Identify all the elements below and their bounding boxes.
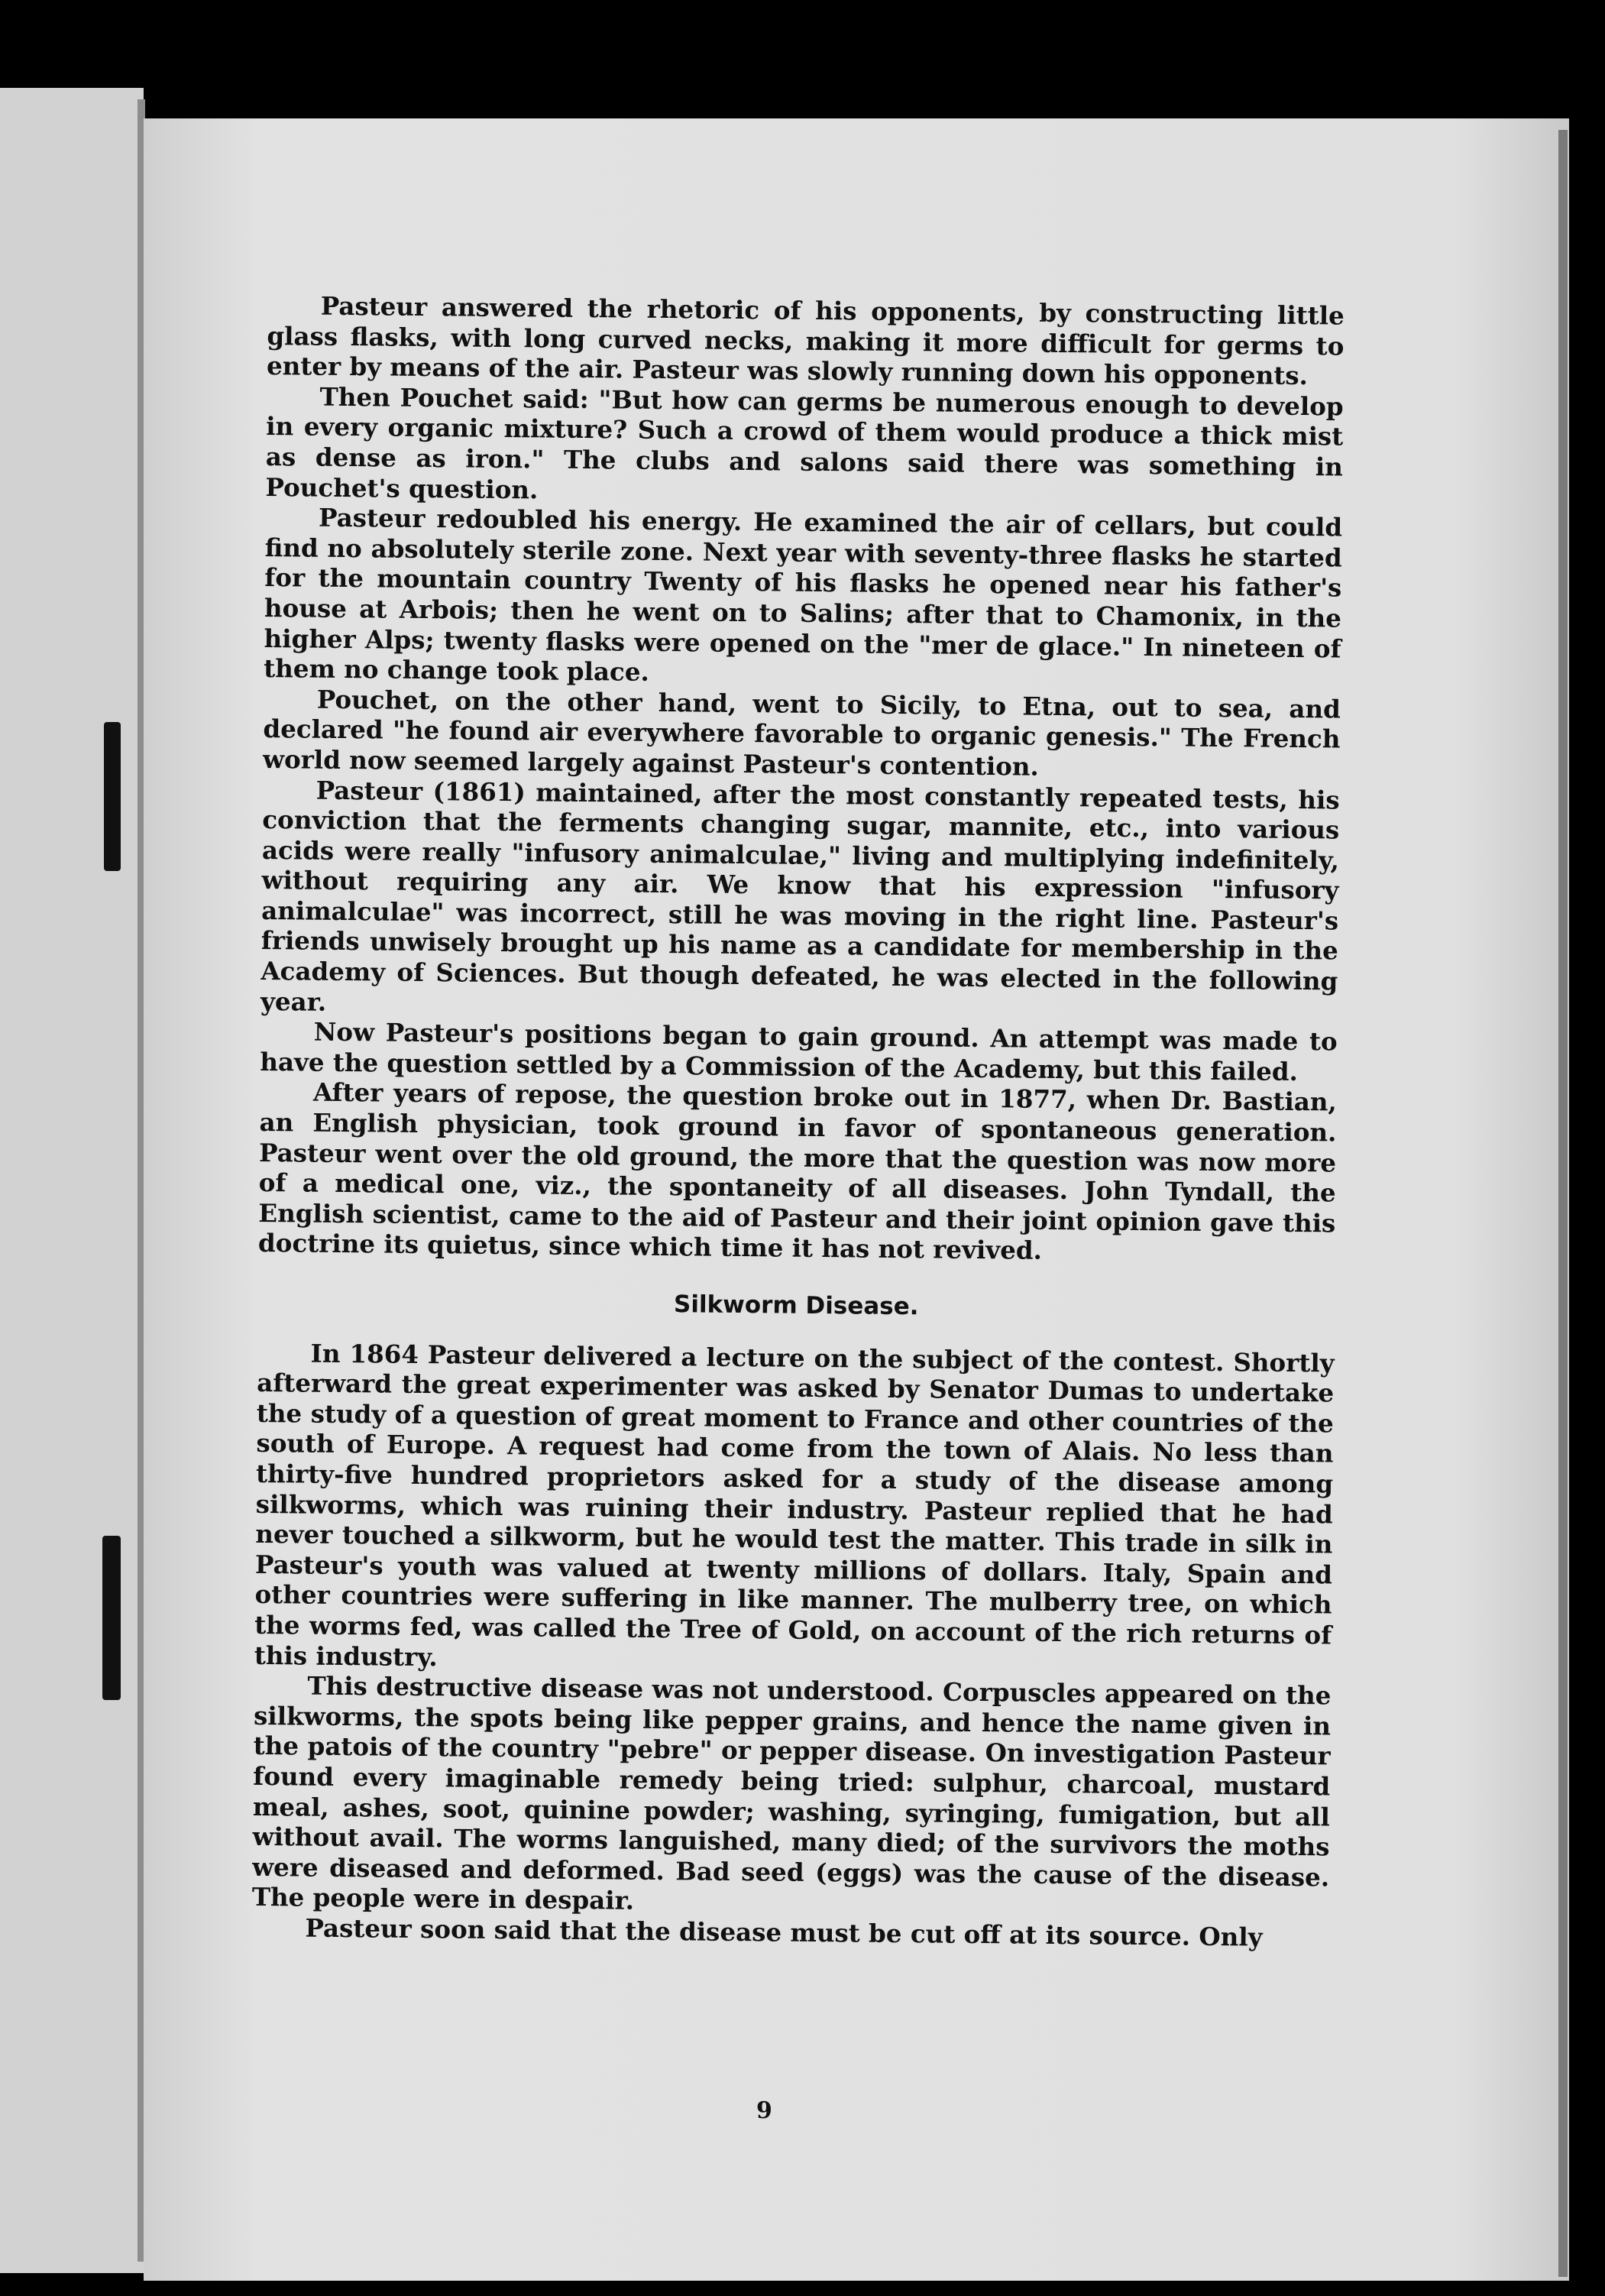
paragraph: Then Pouchet said: "But how can germs be numerous enough to develop in every organic mixture? Such a crowd of them would produce a thick mist as dense as iron." The clubs and salons said there was something in Pouchet's question. — [265, 381, 1344, 504]
binding-clip-bottom — [102, 1536, 121, 1700]
paragraph: Pasteur answered the rhetoric of his opponents, by constructing little glass flasks, with long curved necks, making it more difficult for germs to enter by means of the air. Pasteur was slowly running down his opponents. — [266, 290, 1345, 391]
section-heading: Silkworm Disease. — [673, 1290, 919, 1321]
facing-page — [0, 88, 144, 2273]
paragraph: Now Pasteur's positions began to gain ground. An attempt was made to have the question settled by a Commission of the Academy, but this failed. — [260, 1016, 1338, 1086]
paragraph: Pasteur redoubled his energy. He examined the air of cellars, but could find no absolutely sterile zone. Next year with seventy-three flasks he started for the mountain country Twenty of his flasks he opened near his father's house at Arbois; then he went on to Salins; after that to Chamonix, in the higher Alps; twenty flasks were opened on the "mer de glace." In nineteen of them no change took place. — [264, 502, 1343, 687]
page-number: 9 — [756, 2097, 772, 2124]
paragraph: Pouchet, on the other hand, went to Sicily, to Etna, out to sea, and declared "he found air everywhere favorable to organic genesis." The French world now seemed largely against Pasteur's contention. — [262, 684, 1341, 782]
paragraph: Pasteur (1861) maintained, after the most constantly repeated tests, his conviction that the ferments changing sugar, mannite, etc., into various acids were really "infusory animalculae," living and multiplying indefinitely, without requiring any air. We know that his expression "infusory animalculae" was incorrect, still he was moving in the right line. Pasteur's friends unwisely brought up his name as a candidate for membership in the Academy of Sciences. But though defeated, he was elected in the following year. — [260, 775, 1340, 1017]
page-text — [251, 290, 1345, 1953]
paragraph: Pasteur soon said that the disease must be cut off at its source. Only — [305, 1912, 1263, 1952]
paragraph: This destructive disease was not understood. Corpuscles appeared on the silkworms, the spots being like pepper grains, and hence the name given in the patois of the country "pebre" or pepper disease. On investigation Pasteur found every imaginable remedy being tried: sulphur, charcoal, mustard meal, ashes, soot, quinine powder; washing, syringing, fumigation, but all without avail. The worms languished, many died; of the survivors the moths were diseased and deformed. Bad seed (eggs) was the cause of the disease. The people were in despair. — [251, 1670, 1332, 1915]
paragraph: After years of repose, the question broke out in 1877, when Dr. Bastian, an English physician, took ground in favor of spontaneous generation. Pasteur went over the old ground, the more that the question was now more of a medical one, viz., the spontaneity of all diseases. John Tyndall, the English scientist, came to the aid of Pasteur and their joint opinion gave this doctrine its quietus, since which time it has not revived. — [257, 1077, 1338, 1266]
binding-clip-top — [104, 722, 121, 871]
paragraph: In 1864 Pasteur delivered a lecture on the subject of the contest. Shortly afterward the great experimenter was asked by Senator Dumas to undertake the study of a question of great moment to France and other countries of the south of Europe. A request had come from the town of Alais. No less than thirty-five hundred proprietors asked for a study of the disease among silkworms, which was ruining their industry. Pasteur replied that he had never touched a silkworm, but he would test the matter. This trade in silk in Pasteur's youth was valued at twenty millions of dollars. Italy, Spain and other countries were suffering in like manner. The mulberry tree, on which the worms fed, was called the Tree of Gold, on account of the rich returns of this industry. — [254, 1338, 1335, 1672]
page-right-edge — [1558, 130, 1568, 2277]
